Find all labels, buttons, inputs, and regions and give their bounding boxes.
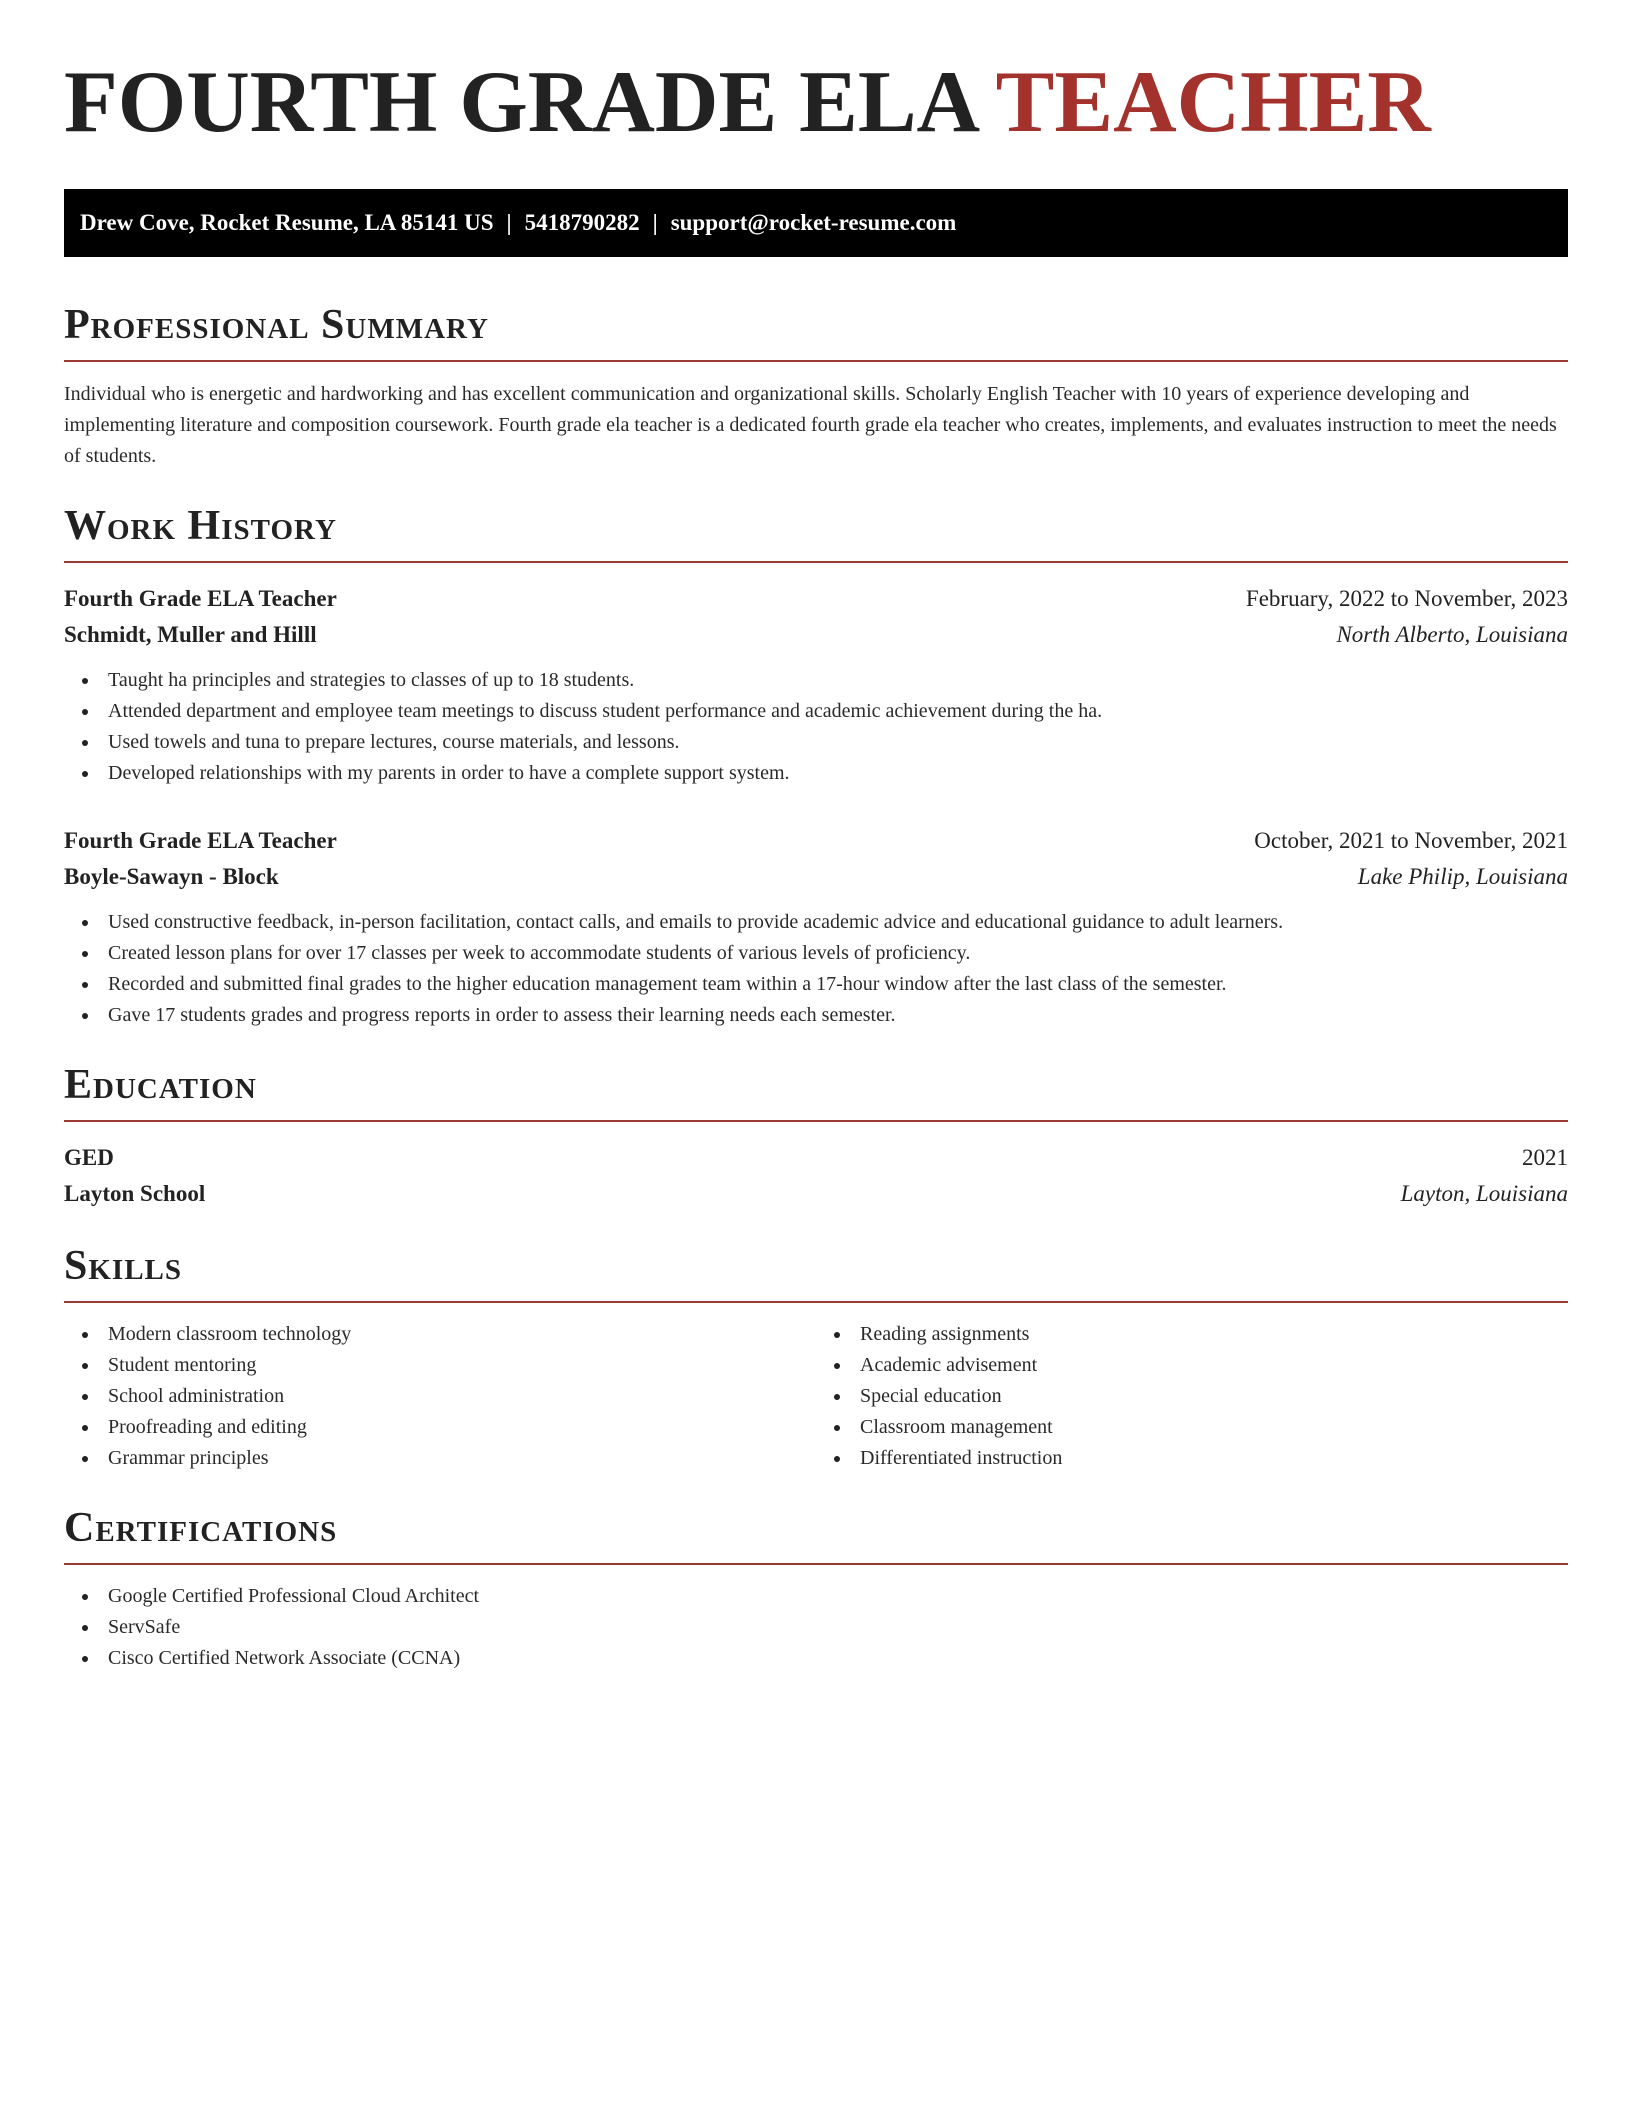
education-degree-row [64, 1140, 1568, 1176]
work-history-section [64, 502, 1568, 1031]
skills-column-left [64, 1319, 816, 1474]
contact-separator: | [652, 210, 658, 235]
contact-bar [64, 189, 1568, 257]
job-bullet: Created lesson plans for over 17 classes per week to accommodate students of various levels of proficiency. [108, 938, 1568, 969]
job-entry [64, 581, 1568, 789]
skill-item: Student mentoring [108, 1350, 816, 1381]
summary-text: Individual who is energetic and hardworking and has excellent communication and organizational skills. Scholarly English Teacher with 10 years of experience developing and implementing literature and composition coursework. Fourth grade ela teacher is a dedicated fourth grade ela teacher who creates, implements, and evaluates instruction to meet the needs of students. [64, 383, 1557, 467]
certifications-list [64, 1581, 1568, 1674]
section-divider [64, 1563, 1568, 1565]
section-divider [64, 561, 1568, 563]
section-divider [64, 1120, 1568, 1122]
job-employer: Boyle-Sawayn - Block [64, 864, 279, 889]
job-bullet: Taught ha principles and strategies to classes of up to 18 students. [108, 665, 1568, 696]
job-employer: Schmidt, Muller and Hilll [64, 622, 317, 647]
certification-item: Google Certified Professional Cloud Architect [108, 1581, 1568, 1612]
skill-item: Differentiated instruction [860, 1443, 1568, 1474]
job-bullet: Attended department and employee team meetings to discuss student performance and academic achievement during the ha. [108, 696, 1568, 727]
job-bullet: Developed relationships with my parents in order to have a complete support system. [108, 758, 1568, 789]
job-title: Fourth Grade ELA Teacher [64, 586, 337, 611]
certifications-section [64, 1504, 1568, 1674]
job-dates: February, 2022 to November, 2023 [1245, 586, 1568, 611]
section-heading-summary: Professional Summary [64, 302, 489, 348]
skill-item: Special education [860, 1381, 1568, 1412]
job-bullets [64, 907, 1568, 1031]
skills-grid [64, 1319, 1568, 1474]
section-heading-work-history: Work History [64, 503, 337, 549]
education-section [64, 1061, 1568, 1212]
job-location: North Alberto, Louisiana [1336, 622, 1568, 647]
summary-section [64, 301, 1568, 472]
skill-item: Reading assignments [860, 1319, 1568, 1350]
job-header-row [64, 823, 1568, 859]
section-heading-certifications: Certifications [64, 1505, 338, 1551]
job-bullet: Used towels and tuna to prepare lectures, course materials, and lessons. [108, 727, 1568, 758]
job-bullet: Recorded and submitted final grades to the higher education management team within a 17-hour window after the last class of the semester. [108, 969, 1568, 1000]
skills-column-right [816, 1319, 1568, 1474]
resume-title [64, 55, 1568, 151]
skill-item: Classroom management [860, 1412, 1568, 1443]
education-location: Layton, Louisiana [1400, 1181, 1568, 1206]
skill-item: School administration [108, 1381, 816, 1412]
contact-phone[interactable]: 5418790282 [524, 210, 640, 235]
section-heading-education: Education [64, 1062, 257, 1108]
section-heading-skills: Skills [64, 1243, 183, 1289]
job-bullet: Used constructive feedback, in-person facilitation, contact calls, and emails to provide academic advice and educational guidance to adult learners. [108, 907, 1568, 938]
education-school: Layton School [64, 1181, 206, 1206]
skill-item: Grammar principles [108, 1443, 816, 1474]
job-header-row [64, 581, 1568, 617]
certification-item: ServSafe [108, 1612, 1568, 1643]
education-entry [64, 1140, 1568, 1212]
job-bullets [64, 665, 1568, 789]
education-school-row [64, 1176, 1568, 1212]
skills-list [64, 1319, 816, 1474]
contact-separator: | [506, 210, 512, 235]
skills-list [816, 1319, 1568, 1474]
section-divider [64, 1301, 1568, 1303]
job-location: Lake Philip, Louisiana [1357, 864, 1568, 889]
job-employer-row [64, 859, 1568, 895]
contact-address: Drew Cove, Rocket Resume, LA 85141 US [80, 210, 494, 235]
certification-item: Cisco Certified Network Associate (CCNA) [108, 1643, 1568, 1674]
skills-section [64, 1242, 1568, 1474]
job-employer-row [64, 617, 1568, 653]
title-main: FOURTH GRADE ELA [64, 54, 976, 151]
education-year: 2021 [1522, 1145, 1568, 1170]
education-degree: GED [64, 1145, 114, 1170]
job-bullet: Gave 17 students grades and progress reports in order to assess their learning needs each semester. [108, 1000, 1568, 1031]
skill-item: Modern classroom technology [108, 1319, 816, 1350]
title-accent: TEACHER [995, 54, 1431, 151]
job-title: Fourth Grade ELA Teacher [64, 828, 337, 853]
skill-item: Proofreading and editing [108, 1412, 816, 1443]
job-dates: October, 2021 to November, 2021 [1254, 828, 1568, 853]
skill-item: Academic advisement [860, 1350, 1568, 1381]
contact-email[interactable]: support@rocket-resume.com [670, 210, 957, 235]
job-entry [64, 823, 1568, 1031]
section-divider [64, 360, 1568, 362]
